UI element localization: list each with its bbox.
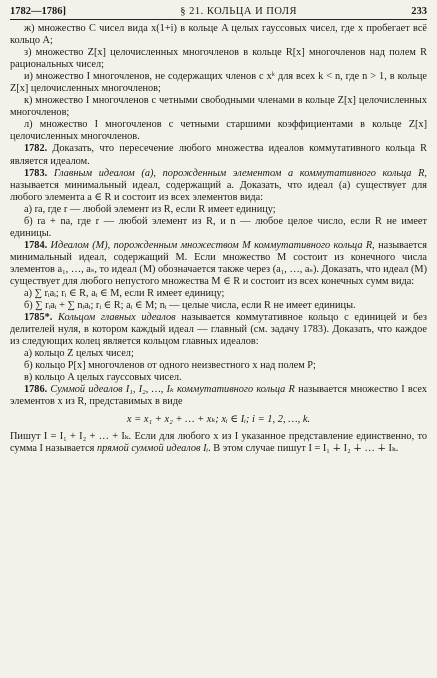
problem-1783-b: б) ra + na, где r — любой элемент из R, и n — любое целое число, если R не имеет единицы.: [10, 215, 427, 239]
item-k: к) множество I многочленов с четными свободными членами в кольце Z[x] целочисленных многочленов;: [10, 95, 427, 119]
problem-text: называется множество I всех элементов x из R, представимых в виде: [10, 384, 427, 408]
tail-text: Пишут I = I₁ + I₂ + … + Iₖ. Если для любого x из I указанное представление единственно, то сумма I называется: [10, 430, 427, 454]
problem-1784-b: б) ∑ rᵢaᵢ + ∑ nᵢaᵢ; rᵢ ∈ R; aᵢ ∈ M; nᵢ — целые числа, если R не имеет единицы.: [24, 300, 356, 312]
sum-formula: x = x₁ + x₂ + … + xₖ; xᵢ ∈ Iᵢ; i = 1, 2, …, k.: [126, 413, 311, 425]
problem-1784-a: а) ∑ rᵢaᵢ; rᵢ ∈ R, aᵢ ∈ M, если R имеет единицу;: [24, 288, 225, 300]
problem-1782: [10, 143, 427, 167]
problem-1785-b: б) кольцо P[x] многочленов от одного неизвестного x над полем P;: [24, 360, 316, 372]
problem-1783-a: а) ra, где r — любой элемент из R, если R имеет единицу;: [24, 203, 276, 215]
problem-1786: [10, 384, 427, 408]
problem-text: называется минимальный идеал, содержащий M. Если множество M состоит из конечного числа элементов a₁, …, aₛ, то идеал (M) обозначается также через (a₁, …, aₛ). Доказать, что идеал (M) существует для любого непустого множества M ∈ R и состоит из всех конечных сумм вида:: [10, 239, 427, 287]
item-z: з) множество Z[x] целочисленных многочленов в кольце R[x] многочленов над полем R рациональных чисел;: [10, 47, 427, 71]
problem-number: 1785*.: [24, 312, 53, 324]
direct-sum-term: прямой суммой идеалов Iᵢ: [97, 442, 209, 454]
item-zh: ж) множество C чисел вида x(1+i) в кольце A целых гауссовых чисел, где x пробегает всё кольцо A;: [10, 23, 427, 47]
page-header: [10, 6, 427, 20]
header-problem-range: 1782—1786]: [10, 6, 66, 17]
problem-1784: [10, 240, 427, 288]
definition-text: Кольцом главных идеалов: [52, 312, 176, 324]
tail-text-end: . В этом случае пишут I = I₁ ∔ I₂ ∔ … ∔ Iₖ.: [208, 442, 399, 454]
problem-text: называется минимальный идеал, содержащий a. Доказать, что идеал (a) существует для любого элемента a ∈ R и состоит из всех элементов вида:: [10, 179, 427, 203]
item-l: л) множество I многочленов с четными старшими коэффициентами в кольце Z[x] целочисленных многочленов.: [10, 119, 427, 143]
problem-1783: [10, 168, 427, 204]
definition-text: Идеалом (M), порожденным множеством M коммутативного кольца R,: [47, 239, 375, 251]
problem-text: называется коммутативное кольцо с единицей и без делителей нуля, в котором каждый идеал — главный (см. задачу 1783). Доказать, что каждое из следующих колец является кольцом главных идеалов:: [10, 312, 428, 348]
definition-text: Суммой идеалов I₁, I₂, …, Iₖ коммутативного кольца R: [47, 384, 295, 396]
definition-text: Главным идеалом (a), порожденным элементом a коммутативного кольца R,: [47, 167, 427, 179]
problem-number: 1784.: [24, 239, 48, 251]
problem-1785-a: а) кольцо Z целых чисел;: [24, 348, 134, 360]
problem-text: Доказать, что пересечение любого множества идеалов коммутативного кольца R является идеалом.: [10, 143, 427, 167]
problem-number: 1782.: [24, 143, 48, 155]
problem-1785: [10, 312, 427, 348]
problem-1786-tail: [10, 431, 427, 455]
problem-1785-c: в) кольцо A целых гауссовых чисел.: [24, 372, 182, 384]
item-i: и) множество I многочленов, не содержащих членов с xᵏ для всех k < n, где n > 1, в кольце Z[x] целочисленных многочленов;: [10, 71, 427, 95]
problem-number: 1786.: [24, 384, 48, 396]
header-page-number: 233: [411, 6, 427, 17]
header-section-title: § 21. КОЛЬЦА И ПОЛЯ: [180, 6, 298, 17]
problem-number: 1783.: [24, 167, 48, 179]
